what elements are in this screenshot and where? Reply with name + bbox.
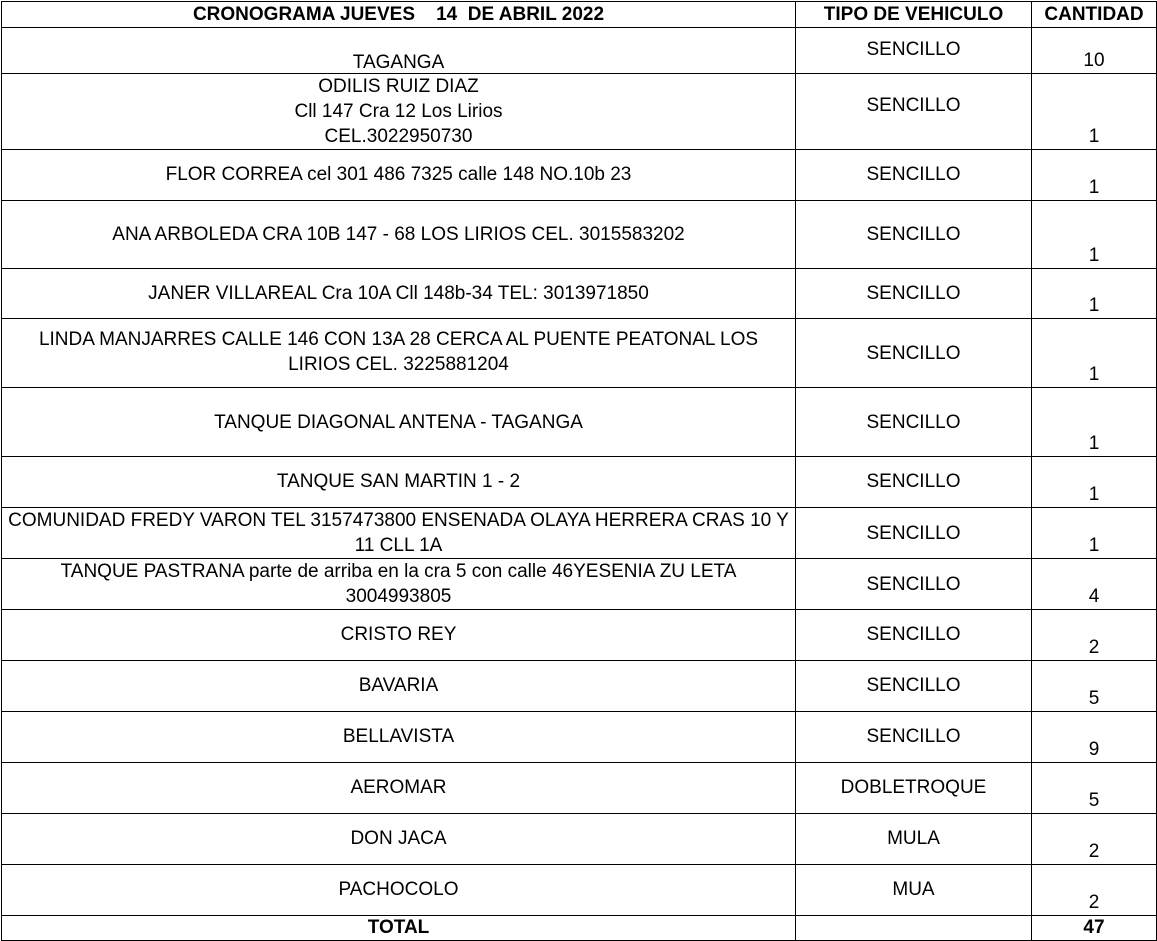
total-row — [2, 916, 1157, 941]
quantity-cell: 1 — [1032, 74, 1157, 150]
place-cell: TANQUE DIAGONAL ANTENA - TAGANGA — [2, 388, 796, 457]
vehicle-cell: SENCILLO — [796, 610, 1032, 661]
place-cell: ODILIS RUIZ DIAZ Cll 147 Cra 12 Los Lirios CEL.3022950730 — [2, 74, 796, 150]
quantity-cell: 2 — [1032, 865, 1157, 916]
quantity-cell: 9 — [1032, 712, 1157, 763]
vehicle-cell: SENCILLO — [796, 508, 1032, 559]
table-row — [2, 712, 1157, 763]
vehicle-cell: SENCILLO — [796, 661, 1032, 712]
table-row — [2, 661, 1157, 712]
table-row — [2, 201, 1157, 269]
place-cell: TANQUE SAN MARTIN 1 - 2 — [2, 457, 796, 508]
vehicle-cell: SENCILLO — [796, 457, 1032, 508]
place-cell: PACHOCOLO — [2, 865, 796, 916]
vehicle-cell: MUA — [796, 865, 1032, 916]
table-row — [2, 763, 1157, 814]
table-row — [2, 865, 1157, 916]
table-row — [2, 610, 1157, 661]
table-row — [2, 457, 1157, 508]
quantity-cell: 1 — [1032, 201, 1157, 269]
quantity-cell: 4 — [1032, 559, 1157, 610]
schedule-table — [1, 1, 1157, 941]
total-vehicle-cell — [796, 916, 1032, 941]
place-cell: ANA ARBOLEDA CRA 10B 147 - 68 LOS LIRIOS CEL. 3015583202 — [2, 201, 796, 269]
vehicle-cell: SENCILLO — [796, 150, 1032, 201]
total-quantity: 47 — [1032, 916, 1157, 941]
place-cell: LINDA MANJARRES CALLE 146 CON 13A 28 CERCA AL PUENTE PEATONAL LOS LIRIOS CEL. 3225881204 — [2, 319, 796, 388]
table-row — [2, 150, 1157, 201]
quantity-cell: 10 — [1032, 28, 1157, 74]
place-cell: CRISTO REY — [2, 610, 796, 661]
quantity-cell: 2 — [1032, 814, 1157, 865]
vehicle-cell: SENCILLO — [796, 559, 1032, 610]
place-cell: JANER VILLAREAL Cra 10A Cll 148b-34 TEL: 3013971850 — [2, 269, 796, 319]
quantity-cell: 5 — [1032, 763, 1157, 814]
vehicle-cell: SENCILLO — [796, 269, 1032, 319]
table-row — [2, 28, 1157, 74]
vehicle-type-header: TIPO DE VEHICULO — [796, 2, 1032, 28]
title-cell: CRONOGRAMA JUEVES 14 DE ABRIL 2022 — [2, 2, 796, 28]
table-row — [2, 559, 1157, 610]
place-cell: FLOR CORREA cel 301 486 7325 calle 148 NO.10b 23 — [2, 150, 796, 201]
place-cell: AEROMAR — [2, 763, 796, 814]
total-label: TOTAL — [2, 916, 796, 941]
quantity-cell: 2 — [1032, 610, 1157, 661]
quantity-header: CANTIDAD — [1032, 2, 1157, 28]
place-cell: TAGANGA — [2, 28, 796, 74]
table-row — [2, 814, 1157, 865]
quantity-cell: 5 — [1032, 661, 1157, 712]
place-cell: TANQUE PASTRANA parte de arriba en la cra 5 con calle 46YESENIA ZU LETA 3004993805 — [2, 559, 796, 610]
place-cell: BELLAVISTA — [2, 712, 796, 763]
table-row — [2, 388, 1157, 457]
vehicle-cell: SENCILLO — [796, 201, 1032, 269]
vehicle-cell: SENCILLO — [796, 712, 1032, 763]
quantity-cell: 1 — [1032, 508, 1157, 559]
quantity-cell: 1 — [1032, 457, 1157, 508]
quantity-cell: 1 — [1032, 269, 1157, 319]
vehicle-cell: SENCILLO — [796, 388, 1032, 457]
quantity-cell: 1 — [1032, 388, 1157, 457]
header-row — [2, 2, 1157, 28]
vehicle-cell: SENCILLO — [796, 319, 1032, 388]
place-cell: BAVARIA — [2, 661, 796, 712]
table-row — [2, 269, 1157, 319]
vehicle-cell: DOBLETROQUE — [796, 763, 1032, 814]
table-row — [2, 319, 1157, 388]
vehicle-cell: SENCILLO — [796, 74, 1032, 150]
quantity-cell: 1 — [1032, 150, 1157, 201]
vehicle-cell: SENCILLO — [796, 28, 1032, 74]
quantity-cell: 1 — [1032, 319, 1157, 388]
vehicle-cell: MULA — [796, 814, 1032, 865]
table-row — [2, 74, 1157, 150]
place-cell: COMUNIDAD FREDY VARON TEL 3157473800 ENSENADA OLAYA HERRERA CRAS 10 Y 11 CLL 1A — [2, 508, 796, 559]
table-row — [2, 508, 1157, 559]
place-cell: DON JACA — [2, 814, 796, 865]
